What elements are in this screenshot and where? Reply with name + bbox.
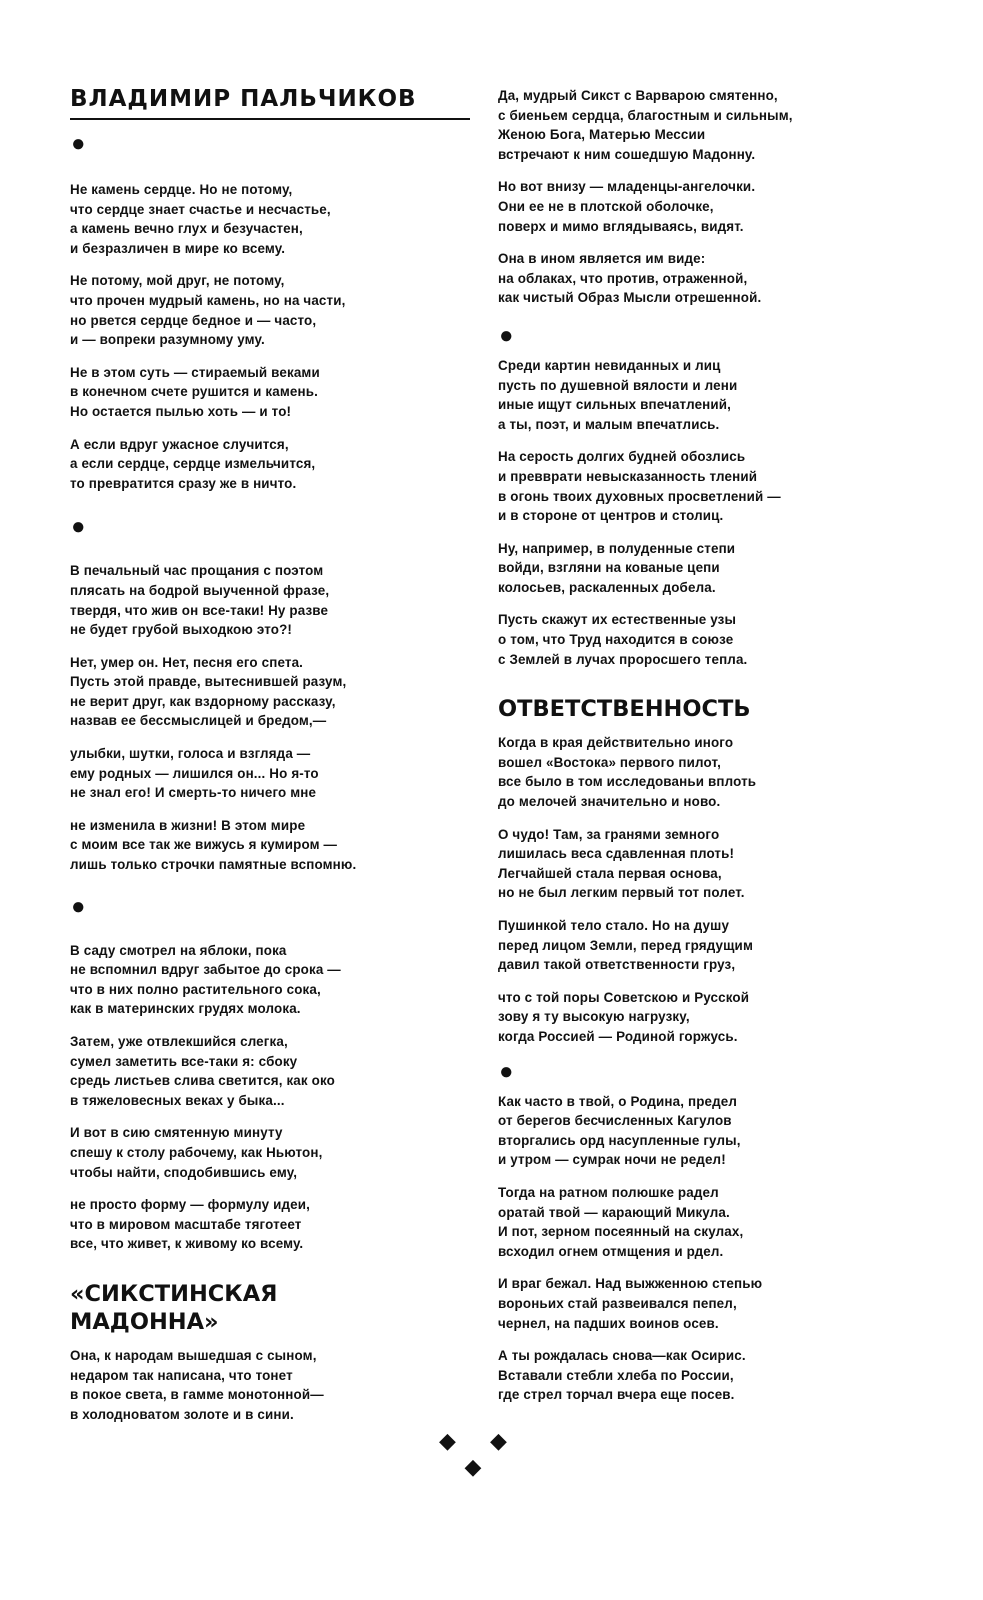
poem-untitled-2 (70, 561, 472, 874)
verse-line: Но вот внизу — младенцы-ангелочки. (498, 179, 756, 195)
verse-line: все, что живет, к живому ко всему. (70, 1236, 304, 1252)
verse-line: улыбки, шутки, голоса и взгляда — (70, 746, 311, 762)
verse-line: Нет, умер он. Нет, песня его спета. (70, 654, 304, 670)
stanza (498, 1092, 908, 1170)
verse-line: лишилась веса сдавленная плоть! (498, 846, 735, 862)
verse-line: то превратится сразу же в ничто. (70, 475, 297, 491)
stanza (498, 86, 908, 164)
verse-line: где стрел торчал вчера еще посев. (498, 1387, 735, 1403)
verse-line: что прочен мудрый камень, но на части, (70, 292, 346, 308)
verse-line: Не потому, мой друг, не потому, (70, 273, 285, 289)
poem-title-sistine-madonna: «СИКСТИНСКАЯ МАДОННА» (70, 1280, 278, 1335)
verse-line: все было в том исследованьи вплоть (498, 774, 757, 790)
verse-line: и — вопреки разумному уму. (70, 332, 265, 348)
verse-line: лишь только строчки памятные вспомню. (70, 857, 357, 873)
verse-line: ему родных — лишился он... Но я-то (70, 765, 319, 781)
verse-line: встречают к ним сошедшую Мадонну. (498, 146, 756, 162)
verse-line: не изменила в жизни! В этом мире (70, 817, 306, 833)
verse-line: как чистый Образ Мысли отрешенной. (498, 290, 762, 306)
verse-line: не верит друг, как вздорному рассказу, (70, 693, 336, 709)
verse-line: перед лицом Земли, перед грядущим (498, 937, 753, 953)
stanza (498, 356, 908, 434)
verse-line: твердя, что жив он все-таки! Ну разве (70, 602, 329, 618)
verse-line: Они ее не в плотской оболочке, (498, 198, 714, 214)
verse-line: В саду смотрел на яблоки, пока (70, 942, 287, 958)
verse-line: Как часто в твой, о Родина, предел (498, 1093, 738, 1109)
verse-line: На серость долгих будней обозлись (498, 449, 746, 465)
stanza (498, 177, 908, 236)
verse-line: Затем, уже отвлекшийся слегка, (70, 1034, 288, 1049)
verse-line: а ты, поэт, и малым впечатлись. (498, 416, 720, 432)
verse-line: вторгались орд насупленные гулы, (498, 1132, 741, 1148)
verse-line: Пусть этой правде, вытеснившей разум, (70, 674, 347, 690)
stanza (498, 1183, 908, 1261)
stanza (498, 447, 908, 525)
stanza (70, 744, 472, 803)
section-bullet: ● (71, 513, 86, 541)
verse-line: когда Россией — Родиной горжусь. (498, 1028, 738, 1044)
stanza (70, 1123, 472, 1182)
right-column (498, 86, 908, 1418)
verse-line: А ты рождалась снова—как Осирис. (498, 1348, 746, 1364)
section-bullet: ● (499, 1057, 514, 1085)
stanza (498, 1274, 908, 1333)
verse-line: И пот, зерном посеянный на скулах, (498, 1224, 744, 1240)
verse-line: но рвется сердце бедное и — часто, (70, 312, 317, 328)
verse-line: колосьев, раскаленных добела. (498, 579, 716, 595)
stanza (70, 816, 472, 875)
verse-line: Женою Бога, Матерью Мессии (498, 127, 706, 143)
verse-line: а если сердце, сердце измельчится, (70, 456, 316, 472)
verse-line: А если вдруг ужасное случится, (70, 436, 289, 452)
verse-line: о том, что Труд находится в союзе (498, 632, 734, 648)
poem-untitled-4 (498, 356, 908, 669)
poem-untitled-1 (70, 180, 472, 493)
stanza (498, 539, 908, 598)
verse-line: И вот в сию смятенную минуту (70, 1125, 283, 1141)
verse-line: вороньих стай развеивался пепел, (498, 1295, 737, 1311)
section-bullet: ● (499, 321, 514, 349)
verse-line: недаром так написана, что тонет (70, 1367, 293, 1383)
verse-line: Она, к народам вышедшая с сыном, (70, 1347, 317, 1363)
stanza (70, 1346, 472, 1424)
verse-line: но не был легким первый тот полет. (498, 885, 745, 901)
verse-line: Да, мудрый Сикст с Варварою смятенно, (498, 88, 778, 103)
stanza (498, 1346, 908, 1405)
verse-line: зову я ту высокую нагрузку, (498, 1009, 690, 1025)
verse-line: Не камень сердце. Но не потому, (70, 182, 293, 197)
stanza (70, 363, 472, 422)
verse-line: в холодноватом золоте и в сини. (70, 1406, 294, 1422)
verse-line: сумел заметить все-таки я: сбоку (70, 1053, 298, 1069)
stanza (70, 435, 472, 494)
verse-line: поверх и мимо вглядываясь, видят. (498, 218, 744, 234)
stanza (498, 916, 908, 975)
author-name: ВЛАДИМИР ПАЛЬЧИКОВ (70, 86, 417, 112)
stanza (498, 988, 908, 1047)
poem-sistine-madonna-continued (498, 86, 908, 308)
stanza (70, 1032, 472, 1110)
verse-line: спешу к столу рабочему, как Ньютон, (70, 1144, 323, 1160)
verse-line: чернел, на падших воинов осев. (498, 1315, 719, 1331)
stanza (70, 1195, 472, 1254)
stanza (70, 180, 472, 258)
verse-line: войди, взгляни на кованые цепи (498, 560, 720, 576)
stanza (70, 271, 472, 349)
verse-line: вошел «Востока» первого пилот, (498, 754, 722, 770)
verse-line: плясать на бодрой выученной фразе, (70, 582, 330, 598)
verse-line: и утром — сумрак ночи не редел! (498, 1152, 726, 1168)
verse-line: что в них полно растительного сока, (70, 981, 321, 997)
section-bullet: ● (71, 130, 86, 157)
verse-line: и в стороне от центров и столиц. (498, 508, 724, 524)
stanza (70, 561, 472, 639)
poem-untitled-5 (498, 1092, 908, 1405)
verse-line: Пушинкой тело стало. Но на душу (498, 918, 730, 933)
verse-line: не вспомнил вдруг забытое до срока — (70, 962, 341, 978)
verse-line: не просто форму — формулу идеи, (70, 1197, 310, 1213)
verse-line: Легчайшей стала первая основа, (498, 865, 722, 881)
verse-line: Ну, например, в полуденные степи (498, 540, 736, 556)
verse-line: средь листьев слива светится, как око (70, 1073, 335, 1089)
verse-line: что в мировом масштабе тяготеет (70, 1216, 302, 1232)
verse-line: с биеньем сердца, благостным и сильным, (498, 107, 793, 123)
verse-line: иные ищут сильных впечатлений, (498, 397, 732, 413)
verse-line: Пусть скажут их естественные узы (498, 612, 737, 628)
author-underline (70, 118, 470, 120)
verse-line: как в материнских грудях молока. (70, 1001, 301, 1017)
verse-line: на облаках, что против, отраженной, (498, 270, 748, 286)
verse-line: в конечном счете рушится и камень. (70, 384, 319, 400)
stanza (70, 941, 472, 1019)
verse-line: не будет грубой выходкою это?! (70, 622, 293, 638)
verse-line: что с той поры Советскою и Русской (498, 989, 750, 1005)
poem-title-responsibility: ОТВЕТСТВЕННОСТЬ (498, 696, 751, 723)
verse-line: давил такой ответственности груз, (498, 957, 736, 973)
verse-line: И враг бежал. Над выжженною степью (498, 1276, 763, 1292)
stanza (498, 610, 908, 669)
verse-line: Не в этом суть — стираемый веками (70, 364, 320, 380)
verse-line: всходил огнем отмщения и рдел. (498, 1243, 724, 1259)
verse-line: Но остается пылью хоть — и то! (70, 403, 292, 419)
poem-responsibility (498, 733, 908, 1046)
left-column (70, 84, 472, 1437)
stanza (70, 653, 472, 731)
verse-line: Тогда на ратном полюшке радел (498, 1184, 719, 1200)
verse-line: в тяжеловесных веках у быка... (70, 1092, 285, 1108)
end-ornament: ◆ ◆ ◆ (439, 1428, 521, 1479)
stanza (498, 733, 908, 811)
verse-line: а камень вечно глух и безучастен, (70, 221, 303, 237)
verse-line: от берегов бесчисленных Кагулов (498, 1113, 732, 1129)
verse-line: что сердце знает счастье и несчастье, (70, 201, 331, 217)
verse-line: оратай твой — карающий Микула. (498, 1204, 730, 1220)
verse-line: Когда в края действительно иного (498, 735, 734, 751)
verse-line: не знал его! И смерть-то ничего мне (70, 785, 317, 801)
verse-line: Она в ином является им виде: (498, 251, 706, 267)
verse-line: до мелочей значительно и ново. (498, 794, 721, 810)
verse-line: с Землей в лучах проросшего тепла. (498, 651, 748, 667)
stanza (498, 249, 908, 308)
verse-line: и превврати невысказанность тлений (498, 468, 758, 484)
verse-line: в покое света, в гамме монотонной— (70, 1387, 324, 1403)
verse-line: с моим все так же вижусь я кумиром — (70, 837, 338, 853)
verse-line: в огонь твоих духовных просветлений — (498, 488, 781, 504)
poem-untitled-3 (70, 941, 472, 1254)
poem-sistine-madonna (70, 1346, 472, 1424)
verse-line: О чудо! Там, за гранями земного (498, 826, 720, 842)
verse-line: пусть по душевной вялости и лени (498, 377, 738, 393)
section-bullet: ● (71, 892, 86, 920)
verse-line: и безразличен в мире ко всему. (70, 240, 286, 256)
verse-line: Вставали стебли хлеба по России, (498, 1367, 734, 1383)
verse-line: назвав ее бессмыслицей и бредом,— (70, 713, 327, 729)
stanza (498, 825, 908, 903)
verse-line: Среди картин невиданных и лиц (498, 357, 721, 373)
verse-line: В печальный час прощания с поэтом (70, 563, 324, 579)
verse-line: чтобы найти, сподобившись ему, (70, 1164, 298, 1180)
